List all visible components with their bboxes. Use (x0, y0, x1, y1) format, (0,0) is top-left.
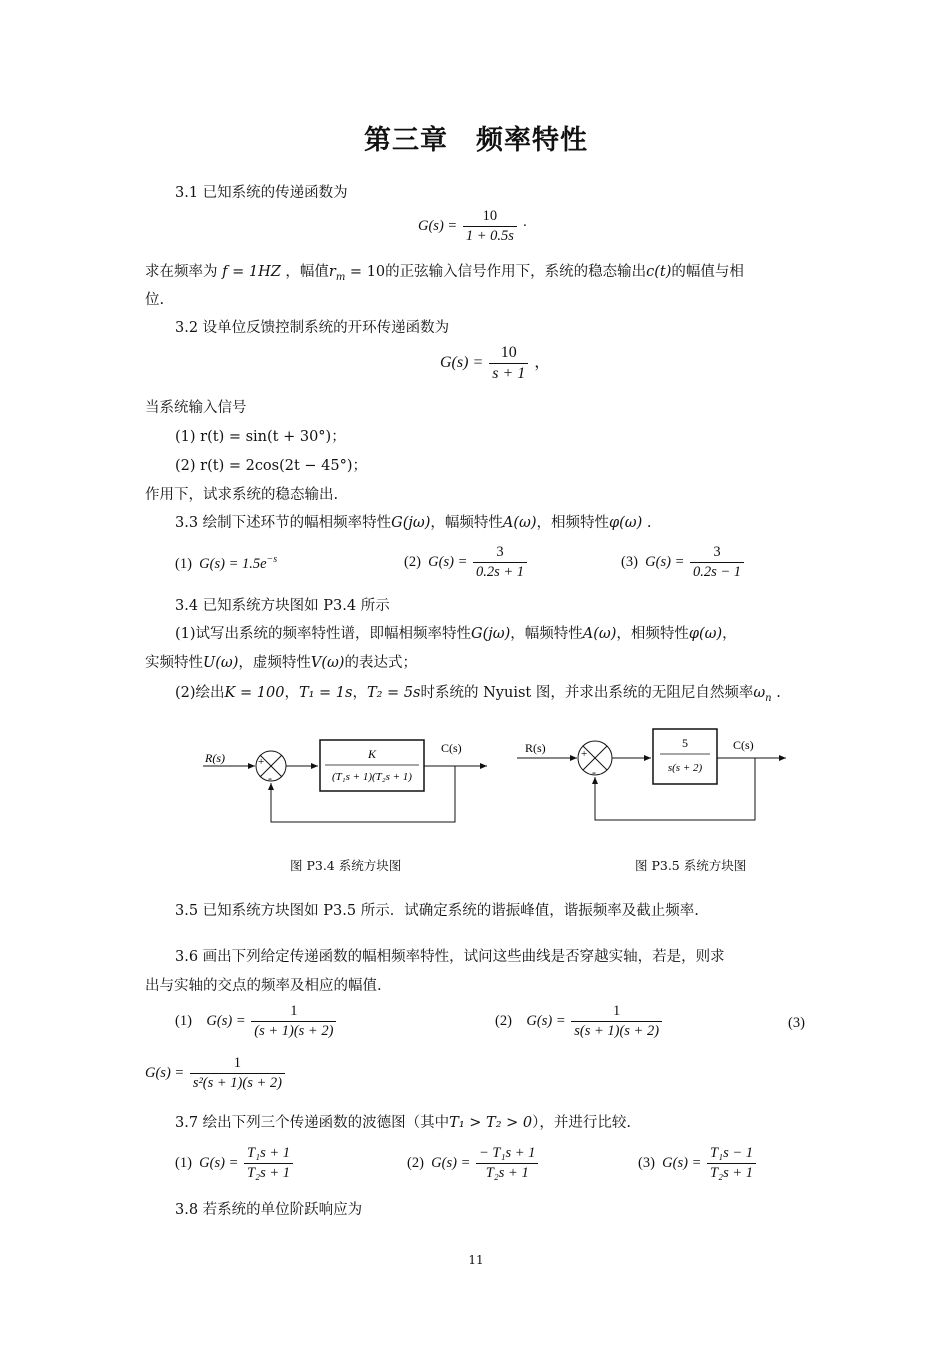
block-numerator: 5 (682, 736, 688, 750)
page-number: 11 (468, 1253, 484, 1267)
text-span: 3.7 绘出下列三个传递函数的波德图（其中 (175, 1115, 450, 1131)
input-label: R(s) (205, 751, 225, 765)
text-span: 的正弦输入信号作用下，系统的稳态输出 (385, 264, 647, 280)
problem-3-2-input-1: (1) r(t) = sin(t + 30°)； (175, 429, 346, 445)
text-span: 3.3 绘制下述环节的幅相频率特性 (175, 515, 392, 531)
denominator: T₂s + 1 (485, 1165, 529, 1181)
problem-3-6-eq-1 (175, 1003, 338, 1040)
text-span: . (642, 515, 652, 531)
problem-3-1-question (145, 262, 744, 288)
text-span: ， (284, 685, 299, 701)
problem-3-6-line-2: 出与实轴的交点的频率及相应的幅值. (145, 978, 382, 994)
numerator: 10 (463, 208, 517, 227)
text-span: ，幅频特性 (510, 626, 583, 642)
problem-3-6-eq-2 (495, 1003, 664, 1040)
numerator: T₁s − 1 (707, 1145, 756, 1164)
problem-3-4-q1-cont (145, 653, 417, 673)
text-span: 的幅值与相 (671, 264, 744, 280)
block-denominator: (T₁s + 1)(T₂s + 1) (332, 771, 412, 783)
eq-end: ， (534, 354, 551, 372)
label: (2) (495, 1012, 512, 1029)
text-span: ，幅频特性 (430, 515, 503, 531)
symbol: T₂ = 5s (366, 685, 421, 701)
symbol: φ(ω) (609, 515, 643, 531)
text-span: 的表达式； (344, 655, 417, 671)
text-span: (2)绘出 (175, 685, 225, 701)
symbol: G(jω) (391, 515, 431, 531)
problem-3-4-intro: 3.4 已知系统方块图如 P3.4 所示 (175, 598, 390, 614)
eq-lhs: G(s) = (428, 553, 468, 570)
problem-3-4-q2 (175, 683, 781, 709)
expression: G(s) = 1.5e (199, 555, 267, 572)
block-denominator: s(s + 2) (667, 762, 703, 774)
problem-3-3-eq-2 (404, 544, 529, 581)
numerator: 3 (690, 544, 744, 563)
problem-3-7-eq-2 (407, 1145, 540, 1182)
denominator: s²(s + 1)(s + 2) (192, 1075, 282, 1091)
numerator: 1 (571, 1003, 662, 1022)
fraction (690, 544, 744, 581)
problem-3-3-eq-1 (175, 554, 277, 573)
problem-3-5: 3.5 已知系统方块图如 P3.5 所示．试确定系统的谐振峰值，谐振频率及截止频率. (175, 903, 699, 919)
amplitude-value: = 10 (345, 264, 386, 280)
problem-3-3-intro (175, 513, 652, 533)
fraction (707, 1145, 756, 1182)
numerator: − T₁s + 1 (476, 1145, 538, 1164)
text-span: ， (352, 685, 367, 701)
fraction (244, 1145, 293, 1182)
block-diagram-p3-4 (195, 728, 495, 828)
eq-lhs: G(s) = (526, 1012, 566, 1029)
denominator: T₂s + 1 (709, 1165, 754, 1181)
block-numerator: K (367, 747, 377, 761)
text-span: ，幅值 (285, 264, 329, 280)
eq-lhs: G(s) = (145, 1064, 185, 1081)
problem-3-1-intro: 3.1 已知系统的传递函数为 (175, 185, 348, 201)
chapter-title: 第三章 频率特性 (364, 125, 588, 156)
symbol: A(ω) (502, 515, 537, 531)
symbol: V(ω) (310, 655, 345, 671)
eq-lhs: G(s) = (199, 1154, 239, 1171)
eq-lhs: G(s) = (431, 1154, 471, 1171)
numerator: 1 (190, 1055, 285, 1074)
label: (2) (407, 1154, 424, 1171)
symbol: A(ω) (582, 626, 617, 642)
text-span: ，虚频特性 (238, 655, 311, 671)
text-span: ， (722, 626, 737, 642)
freq-value: f = 1HZ (222, 264, 281, 280)
symbol: U(ω) (203, 655, 239, 671)
label: (1) (175, 555, 192, 572)
fraction (473, 544, 527, 581)
fraction (251, 1003, 336, 1040)
numerator: 1 (251, 1003, 336, 1022)
denominator: s(s + 1)(s + 2) (574, 1023, 660, 1039)
denominator: 0.2s − 1 (692, 564, 742, 580)
fraction (571, 1003, 662, 1040)
fraction (489, 344, 528, 383)
condition: T₁ > T₂ > 0 (449, 1115, 533, 1131)
problem-3-2-action: 作用下，试求系统的稳态输出. (145, 487, 339, 503)
text-span: 实频特性 (145, 655, 203, 671)
denominator: T₂s + 1 (246, 1165, 291, 1181)
problem-3-6-eq-3-label: (3) (788, 1015, 805, 1031)
problem-3-2-input-label: 当系统输入信号 (145, 400, 247, 416)
subscript: m (335, 271, 346, 283)
problem-3-3-eq-3 (621, 544, 746, 581)
numerator: 3 (473, 544, 527, 563)
problem-3-7-intro (175, 1113, 631, 1133)
text-span: . (771, 685, 781, 701)
numerator: T₁s + 1 (244, 1145, 293, 1164)
denominator: s + 1 (492, 365, 526, 382)
minus-sign: - (268, 771, 272, 785)
label: (1) (175, 1012, 192, 1029)
problem-3-2-equation (440, 344, 550, 383)
symbol: G(jω) (471, 626, 511, 642)
output-label: C(s) (441, 741, 462, 755)
text-span: 时系统的 Nyuist 图，并求出系统的无阻尼自然频率 (420, 685, 754, 701)
label: (1) (175, 1154, 192, 1171)
plus-sign: + (581, 748, 588, 760)
eq-lhs: G(s) = (645, 553, 685, 570)
denominator: (s + 1)(s + 2) (254, 1023, 334, 1039)
problem-3-1-equation (418, 208, 527, 245)
subscript: n (765, 692, 772, 704)
label: (2) (404, 553, 421, 570)
eq-lhs: G(s) = (440, 354, 484, 372)
problem-3-2-intro: 3.2 设单位反馈控制系统的开环传递函数为 (175, 320, 450, 336)
symbol: K = 100 (224, 685, 285, 701)
text-span: 求在频率为 (145, 264, 218, 280)
amplitude-symbol: r (328, 264, 336, 280)
text-span: (1)试写出系统的频率特性谱，即幅相频率特性 (175, 626, 472, 642)
fraction (476, 1145, 538, 1182)
figure-p3-4-caption: 图 P3.4 系统方块图 (290, 858, 402, 873)
eq-end: · (522, 217, 528, 234)
denominator: 0.2s + 1 (475, 564, 525, 580)
eq-lhs: G(s) = (418, 217, 458, 234)
problem-3-1-question-end: 位. (145, 292, 165, 308)
numerator: 10 (489, 344, 528, 364)
fraction (463, 208, 517, 245)
problem-3-7-eq-1 (175, 1145, 295, 1182)
symbol: ω (753, 685, 766, 701)
eq-lhs: G(s) = (206, 1012, 246, 1029)
label: (3) (638, 1154, 655, 1171)
symbol: φ(ω) (688, 626, 723, 642)
minus-sign: - (592, 765, 596, 779)
problem-3-7-eq-3 (638, 1145, 758, 1182)
problem-3-6-eq-3 (145, 1055, 287, 1092)
problem-3-6-line-1: 3.6 画出下列给定传递函数的幅相频率特性，试问这些曲线是否穿越实轴，若是，则求 (175, 949, 725, 965)
exponent: −s (266, 554, 278, 565)
symbol: T₁ = 1s (298, 685, 353, 701)
plus-sign: + (258, 756, 265, 768)
label: (3) (621, 553, 638, 570)
block-diagram-p3-5 (515, 726, 790, 826)
output-label: C(s) (733, 738, 754, 752)
output-symbol: c(t) (646, 264, 672, 280)
figure-p3-5-caption: 图 P3.5 系统方块图 (635, 858, 747, 873)
fraction (190, 1055, 285, 1092)
text-span: ），并进行比较. (532, 1115, 631, 1131)
problem-3-4-q1 (175, 624, 737, 644)
text-span: ，相频特性 (536, 515, 609, 531)
input-label: R(s) (525, 741, 546, 755)
text-span: ，相频特性 (616, 626, 689, 642)
denominator: 1 + 0.5s (465, 228, 514, 244)
eq-lhs: G(s) = (662, 1154, 702, 1171)
problem-3-8: 3.8 若系统的单位阶跃响应为 (175, 1202, 363, 1218)
problem-3-2-input-2: (2) r(t) = 2cos(2t − 45°)； (175, 458, 368, 474)
